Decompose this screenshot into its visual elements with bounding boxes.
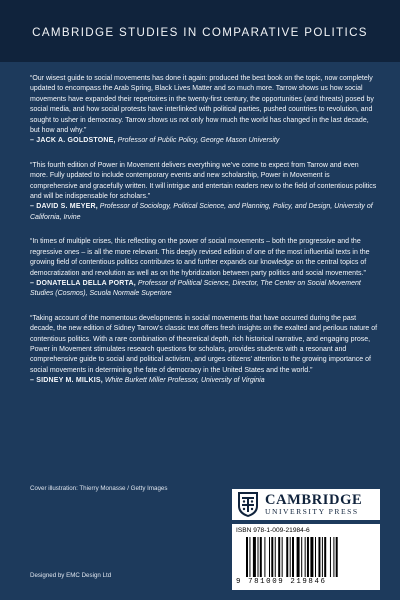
designer-credit: Designed by EMC Design Ltd xyxy=(30,572,112,579)
publisher-name-line2: UNIVERSITY PRESS xyxy=(265,506,359,516)
endorsement-text: “This fourth edition of Power in Movement delivers everything we’ve come to expect from Tarrow and even more. Fully updated to include contemporary events and new scholarship, Power in Movement is comprehensive and gracefully written. It will intrigue and entertain readers new to the field of contentious politics and will be indispensable for scholars.” xyxy=(30,161,377,201)
endorsement-attribution xyxy=(30,202,378,223)
endorsement-2 xyxy=(30,161,378,223)
endorser-name: – SIDNEY M. MILKIS, xyxy=(30,377,103,385)
endorsements xyxy=(30,74,378,401)
endorsement-attribution xyxy=(30,136,378,146)
barcode-block xyxy=(232,524,380,590)
endorser-role: Professor of Public Policy, George Mason University xyxy=(117,137,280,145)
endorser-role: White Burkett Miller Professor, University of Virginia xyxy=(104,377,265,385)
endorsement-attribution xyxy=(30,279,378,300)
endorsement-text: “Our wisest guide to social movements has done it again: produced the best book on the topic, now completely updated to encompass the Arab Spring, Black Lives Matter and so much more. Tarrow shows us how social movements have expanded their repertoires in the twenty-first century, the opportunities (and threats) posed by social media, and how social protests have interlinked with political parties, pushed countries to revolution, and sought to usher in democracy. Tarrow shows us not only how much the world has changed in the last decade, but how and why.” xyxy=(30,75,374,135)
barcode-digits: 9 781009 219846 xyxy=(236,578,327,586)
endorsement-4 xyxy=(30,314,378,387)
endorser-role: Professor of Political Science, Director, The Center on Social Movement Studies (Cosmos), Scuola Normale Superiore xyxy=(30,279,361,298)
endorser-name: – JACK A. GOLDSTONE, xyxy=(30,137,116,145)
series-title: CAMBRIDGE STUDIES IN COMPARATIVE POLITICS xyxy=(32,26,368,39)
endorsement-1 xyxy=(30,74,378,147)
endorsement-text: “In times of multiple crises, this reflecting on the power of social movements – both the progressive and the regressive ones – is all the more relevant. This deeply revised edition of one of the most influential texts in the growing field of contentious politics contributes to and further expands our knowledge on the central topics of democratization and revolution as well as on the hybridization between party politics and social movements.” xyxy=(30,238,370,277)
endorser-role: Professor of Sociology, Political Science, and Planning, Policy, and Design, University of California, Irvine xyxy=(30,203,373,221)
publisher-logo xyxy=(232,489,380,520)
university-shield-icon xyxy=(237,491,259,518)
endorser-name: – DAVID S. MEYER, xyxy=(30,203,98,211)
endorsement-3 xyxy=(30,237,378,299)
barcode-bars xyxy=(246,537,368,577)
endorsement-attribution xyxy=(30,376,378,386)
publisher-name xyxy=(265,493,362,517)
series-header-band xyxy=(0,0,400,62)
publisher-name-line1: CAMBRIDGE xyxy=(265,491,363,508)
endorsement-text: “Taking account of the momentous developments in social movements that have occurred during the past decade, the new edition of Sidney Tarrow’s classic text offers fresh insights on the exalted and perilous nature of contentious politics. With a rare combination of theoretical depth, rich historical narrative, and engaging prose, Power in Movement stimulates research questions for scholars, provides students with a resonant and comprehensive guide to social and political activism, and urges citizens’ attention to the growing importance of social movements in determining the fate of democracy in the United States and the world.” xyxy=(30,314,378,374)
endorser-name: – DONATELLA DELLA PORTA, xyxy=(30,279,136,287)
cover-illustration-credit: Cover illustration: Thierry Monasse / Getty Images xyxy=(30,485,168,492)
isbn-label: ISBN 978-1-009-21984-6 xyxy=(236,527,310,534)
